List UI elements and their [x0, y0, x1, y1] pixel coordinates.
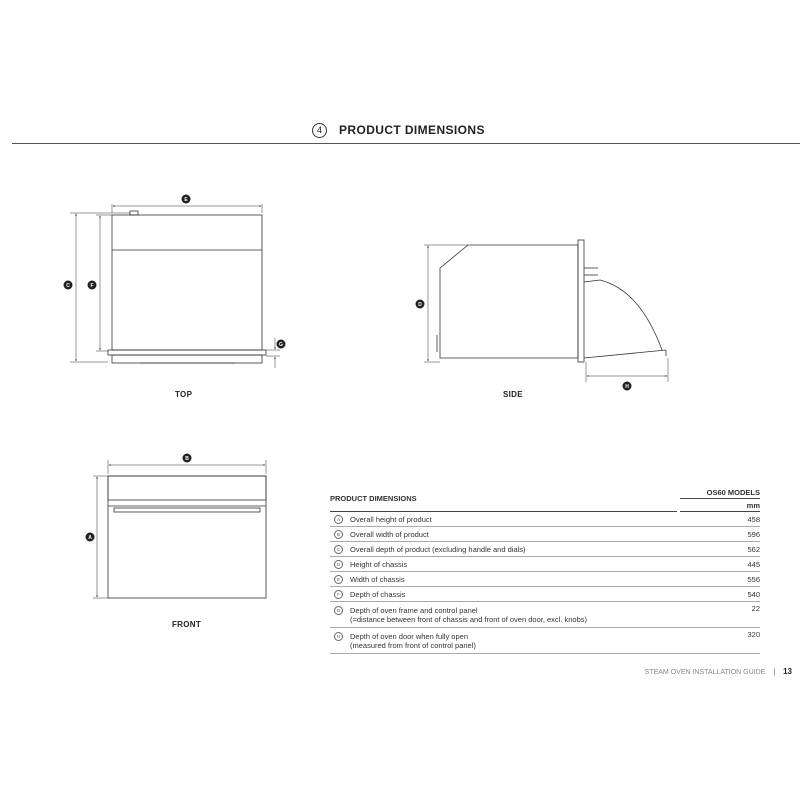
row-letter-badge: G — [334, 606, 343, 615]
row-description: Overall height of product — [350, 514, 432, 524]
unit-header: mm — [680, 499, 760, 512]
side-view-label: SIDE — [503, 390, 523, 399]
marker-a — [86, 533, 95, 542]
marker-f — [88, 281, 97, 290]
guide-title: STEAM OVEN INSTALLATION GUIDE — [644, 669, 766, 676]
svg-text:H: H — [625, 384, 629, 390]
row-letter-badge: D — [334, 560, 343, 569]
model-header: OS60 MODELS — [680, 486, 760, 499]
side-view-drawing — [424, 240, 668, 382]
row-description-note: (=distance between front of chassis and front of oven door, excl. knobs) — [350, 614, 588, 624]
svg-text:C: C — [66, 283, 70, 289]
svg-text:D: D — [418, 302, 422, 308]
svg-text:B: B — [185, 456, 189, 462]
row-letter-badge: A — [334, 515, 343, 524]
table-row — [330, 572, 760, 587]
top-view-drawing — [70, 204, 280, 368]
dimensions-table — [330, 486, 760, 654]
marker-d — [416, 300, 425, 309]
top-view-label: TOP — [175, 390, 193, 399]
table-row — [330, 628, 760, 654]
page-number: 13 — [783, 667, 792, 676]
svg-text:E: E — [184, 197, 188, 203]
row-description: Depth of chassis — [350, 589, 406, 599]
row-value: 596 — [680, 527, 760, 542]
page-footer — [645, 667, 792, 676]
row-value: 320 — [680, 628, 760, 654]
table-title: PRODUCT DIMENSIONS — [330, 486, 677, 512]
row-value: 562 — [680, 542, 760, 557]
row-letter-badge: F — [334, 590, 343, 599]
row-description: Depth of oven frame and control panel — [350, 605, 478, 615]
section-title: PRODUCT DIMENSIONS — [339, 123, 485, 137]
table-row — [330, 542, 760, 557]
row-letter-badge: C — [334, 545, 343, 554]
row-value: 556 — [680, 572, 760, 587]
marker-c — [64, 281, 73, 290]
table-row — [330, 512, 760, 527]
svg-text:F: F — [90, 283, 94, 289]
table-row — [330, 587, 760, 602]
row-description: Width of chassis — [350, 574, 405, 584]
row-description: Height of chassis — [350, 559, 408, 569]
marker-e — [182, 195, 191, 204]
footer-separator: | — [773, 669, 776, 676]
row-letter-badge: B — [334, 530, 343, 539]
row-description: Depth of oven door when fully open — [350, 631, 468, 641]
row-value: 540 — [680, 587, 760, 602]
table-row — [330, 602, 760, 628]
row-description: Overall depth of product (excluding handle and dials) — [350, 544, 526, 554]
table-header-row — [330, 486, 760, 499]
svg-text:A: A — [88, 535, 92, 541]
front-view-drawing — [93, 460, 266, 598]
table-row — [330, 557, 760, 572]
row-description-note: (measured from front of control panel) — [350, 640, 476, 650]
marker-h — [623, 382, 632, 391]
row-value: 458 — [680, 512, 760, 527]
row-description: Overall width of product — [350, 529, 429, 539]
table-row — [330, 527, 760, 542]
row-letter-badge: E — [334, 575, 343, 584]
marker-b — [183, 454, 192, 463]
row-value: 22 — [680, 602, 760, 628]
marker-g — [277, 340, 286, 349]
section-number-badge: 4 — [312, 123, 327, 138]
row-letter-badge: H — [334, 632, 343, 641]
row-value: 445 — [680, 557, 760, 572]
svg-text:G: G — [279, 342, 283, 348]
front-view-label: FRONT — [172, 620, 202, 629]
